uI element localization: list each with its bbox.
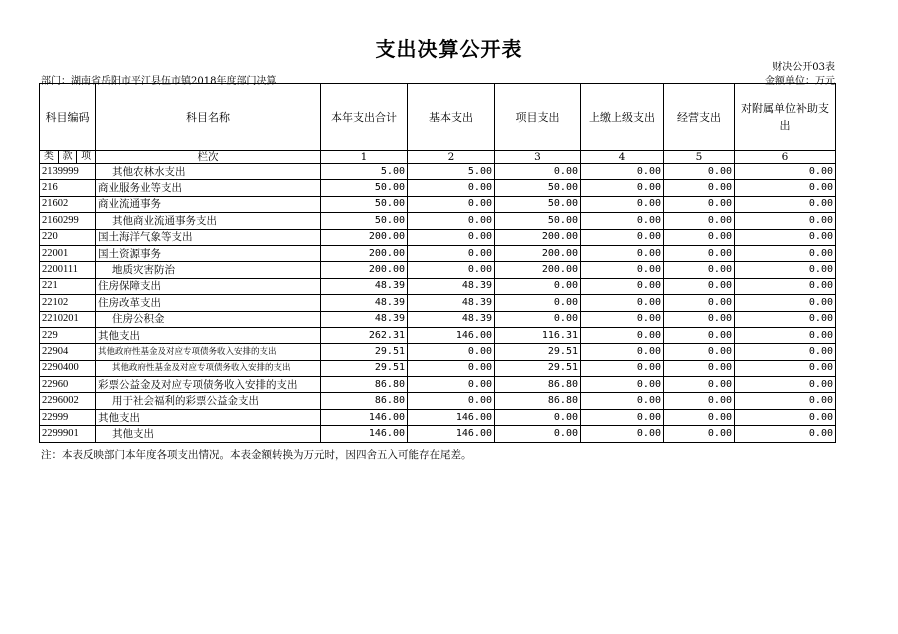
row-name: 其他支出	[96, 327, 321, 343]
row-basic: 48.39	[408, 278, 495, 294]
row-code: 229	[40, 327, 96, 343]
table-row	[40, 295, 836, 311]
table-row	[40, 196, 836, 212]
row-business: 0.00	[664, 426, 735, 442]
row-total: 200.00	[321, 262, 408, 278]
row-total: 50.00	[321, 180, 408, 196]
row-subsidy: 0.00	[735, 180, 836, 196]
row-name: 住房保障支出	[96, 278, 321, 294]
page-title: 支出决算公开表	[375, 37, 523, 61]
row-project: 200.00	[495, 229, 581, 245]
row-business: 0.00	[664, 196, 735, 212]
row-total: 48.39	[321, 295, 408, 311]
row-upper: 0.00	[581, 426, 664, 442]
header-row	[40, 84, 836, 151]
table-row	[40, 311, 836, 327]
row-business: 0.00	[664, 344, 735, 360]
table-row	[40, 278, 836, 294]
row-subsidy: 0.00	[735, 229, 836, 245]
row-project: 200.00	[495, 245, 581, 261]
row-subsidy: 0.00	[735, 327, 836, 343]
table-row	[40, 213, 836, 229]
header-total: 本年支出合计	[321, 84, 408, 151]
row-upper: 0.00	[581, 245, 664, 261]
row-upper: 0.00	[581, 196, 664, 212]
row-subsidy: 0.00	[735, 409, 836, 425]
row-code: 216	[40, 180, 96, 196]
header-project: 项目支出	[495, 84, 581, 151]
row-project: 116.31	[495, 327, 581, 343]
row-project: 0.00	[495, 295, 581, 311]
row-name: 地质灾害防治	[96, 262, 321, 278]
row-subsidy: 0.00	[735, 344, 836, 360]
row-subsidy: 0.00	[735, 377, 836, 393]
row-subsidy: 0.00	[735, 262, 836, 278]
row-upper: 0.00	[581, 311, 664, 327]
row-total: 86.80	[321, 393, 408, 409]
row-basic: 0.00	[408, 229, 495, 245]
index-5: 5	[664, 151, 735, 164]
level-label-item: 项	[81, 151, 92, 162]
row-upper: 0.00	[581, 360, 664, 376]
row-subsidy: 0.00	[735, 245, 836, 261]
row-code: 2290400	[40, 360, 96, 376]
row-subsidy: 0.00	[735, 311, 836, 327]
row-total: 200.00	[321, 229, 408, 245]
row-business: 0.00	[664, 229, 735, 245]
expenditure-table	[39, 83, 836, 443]
row-basic: 0.00	[408, 180, 495, 196]
row-name: 彩票公益金及对应专项债务收入安排的支出	[96, 377, 321, 393]
table-row	[40, 245, 836, 261]
row-project: 0.00	[495, 311, 581, 327]
index-6: 6	[735, 151, 836, 164]
index-1: 1	[321, 151, 408, 164]
row-name: 其他支出	[96, 426, 321, 442]
row-business: 0.00	[664, 245, 735, 261]
table-row	[40, 409, 836, 425]
row-project: 0.00	[495, 278, 581, 294]
row-subsidy: 0.00	[735, 213, 836, 229]
row-upper: 0.00	[581, 377, 664, 393]
row-subsidy: 0.00	[735, 393, 836, 409]
table-row	[40, 229, 836, 245]
table-row	[40, 360, 836, 376]
row-project: 50.00	[495, 180, 581, 196]
row-project: 50.00	[495, 213, 581, 229]
header-subsidy: 对附属单位补助支出	[735, 84, 836, 151]
row-total: 5.00	[321, 164, 408, 180]
row-upper: 0.00	[581, 180, 664, 196]
table-row	[40, 164, 836, 180]
row-total: 29.51	[321, 344, 408, 360]
row-business: 0.00	[664, 295, 735, 311]
row-business: 0.00	[664, 164, 735, 180]
row-code: 22102	[40, 295, 96, 311]
row-basic: 48.39	[408, 295, 495, 311]
row-basic: 0.00	[408, 262, 495, 278]
index-row	[40, 151, 836, 164]
row-code: 22001	[40, 245, 96, 261]
row-total: 146.00	[321, 426, 408, 442]
department-label: 部门：湖南省岳阳市平江县伍市镇2018年度部门决算	[41, 76, 277, 87]
row-upper: 0.00	[581, 327, 664, 343]
row-name: 其他商业流通事务支出	[96, 213, 321, 229]
row-upper: 0.00	[581, 393, 664, 409]
row-total: 29.51	[321, 360, 408, 376]
row-subsidy: 0.00	[735, 164, 836, 180]
row-upper: 0.00	[581, 344, 664, 360]
row-upper: 0.00	[581, 295, 664, 311]
row-code: 22960	[40, 377, 96, 393]
row-total: 146.00	[321, 409, 408, 425]
row-total: 262.31	[321, 327, 408, 343]
row-name: 用于社会福利的彩票公益金支出	[96, 393, 321, 409]
row-total: 50.00	[321, 196, 408, 212]
row-total: 50.00	[321, 213, 408, 229]
row-code: 2160299	[40, 213, 96, 229]
row-total: 200.00	[321, 245, 408, 261]
level-label-section: 款	[59, 151, 78, 163]
row-basic: 5.00	[408, 164, 495, 180]
row-basic: 0.00	[408, 245, 495, 261]
row-business: 0.00	[664, 213, 735, 229]
row-business: 0.00	[664, 393, 735, 409]
row-business: 0.00	[664, 360, 735, 376]
row-subsidy: 0.00	[735, 295, 836, 311]
row-upper: 0.00	[581, 213, 664, 229]
row-project: 0.00	[495, 409, 581, 425]
row-total: 86.80	[321, 377, 408, 393]
row-basic: 0.00	[408, 213, 495, 229]
row-name: 国土海洋气象等支出	[96, 229, 321, 245]
row-code: 22904	[40, 344, 96, 360]
row-code: 22999	[40, 409, 96, 425]
row-upper: 0.00	[581, 262, 664, 278]
index-2: 2	[408, 151, 495, 164]
row-basic: 146.00	[408, 409, 495, 425]
row-upper: 0.00	[581, 409, 664, 425]
row-project: 29.51	[495, 344, 581, 360]
row-project: 200.00	[495, 262, 581, 278]
row-code: 2296002	[40, 393, 96, 409]
row-business: 0.00	[664, 377, 735, 393]
row-code: 2139999	[40, 164, 96, 180]
header-basic: 基本支出	[408, 84, 495, 151]
row-name: 其他农林水支出	[96, 164, 321, 180]
header-name: 科目名称	[96, 84, 321, 151]
row-total: 48.39	[321, 278, 408, 294]
row-name: 商业服务业等支出	[96, 180, 321, 196]
table-row	[40, 180, 836, 196]
row-basic: 146.00	[408, 426, 495, 442]
index-4: 4	[581, 151, 664, 164]
row-project: 86.80	[495, 377, 581, 393]
row-basic: 0.00	[408, 344, 495, 360]
row-business: 0.00	[664, 327, 735, 343]
level-label-class: 类	[40, 151, 59, 163]
row-subsidy: 0.00	[735, 426, 836, 442]
table-row	[40, 344, 836, 360]
row-business: 0.00	[664, 180, 735, 196]
row-business: 0.00	[664, 262, 735, 278]
row-basic: 0.00	[408, 377, 495, 393]
table-row	[40, 327, 836, 343]
row-project: 50.00	[495, 196, 581, 212]
row-code: 221	[40, 278, 96, 294]
row-code: 2210201	[40, 311, 96, 327]
row-basic: 0.00	[408, 360, 495, 376]
row-code: 2200111	[40, 262, 96, 278]
header-upper: 上缴上级支出	[581, 84, 664, 151]
footnote: 注：本表反映部门本年度各项支出情况。本表金额转换为万元时，因四舍五入可能存在尾差。	[41, 449, 472, 461]
row-name: 其他政府性基金及对应专项债务收入安排的支出	[96, 344, 321, 360]
unit-label: 金额单位：万元	[765, 76, 835, 87]
row-upper: 0.00	[581, 229, 664, 245]
row-code: 220	[40, 229, 96, 245]
row-total: 48.39	[321, 311, 408, 327]
row-project: 29.51	[495, 360, 581, 376]
row-basic: 0.00	[408, 393, 495, 409]
row-name: 商业流通事务	[96, 196, 321, 212]
row-code: 21602	[40, 196, 96, 212]
row-basic: 146.00	[408, 327, 495, 343]
row-upper: 0.00	[581, 164, 664, 180]
row-subsidy: 0.00	[735, 278, 836, 294]
table-row	[40, 393, 836, 409]
row-project: 0.00	[495, 426, 581, 442]
header-code: 科目编码	[40, 84, 96, 151]
row-upper: 0.00	[581, 278, 664, 294]
row-name: 其他政府性基金及对应专项债务收入安排的支出	[96, 360, 321, 376]
row-basic: 0.00	[408, 196, 495, 212]
row-business: 0.00	[664, 311, 735, 327]
table-row	[40, 426, 836, 442]
row-business: 0.00	[664, 278, 735, 294]
row-subsidy: 0.00	[735, 360, 836, 376]
row-name: 其他支出	[96, 409, 321, 425]
header-business: 经营支出	[664, 84, 735, 151]
row-project: 0.00	[495, 164, 581, 180]
row-basic: 48.39	[408, 311, 495, 327]
table-row	[40, 262, 836, 278]
row-business: 0.00	[664, 409, 735, 425]
row-code: 2299901	[40, 426, 96, 442]
index-label: 栏次	[96, 151, 321, 164]
index-3: 3	[495, 151, 581, 164]
table-row	[40, 377, 836, 393]
level-labels	[40, 151, 96, 164]
row-name: 国土资源事务	[96, 245, 321, 261]
row-name: 住房改革支出	[96, 295, 321, 311]
row-project: 86.80	[495, 393, 581, 409]
row-subsidy: 0.00	[735, 196, 836, 212]
form-number: 财决公开03表	[772, 62, 835, 73]
row-name: 住房公积金	[96, 311, 321, 327]
